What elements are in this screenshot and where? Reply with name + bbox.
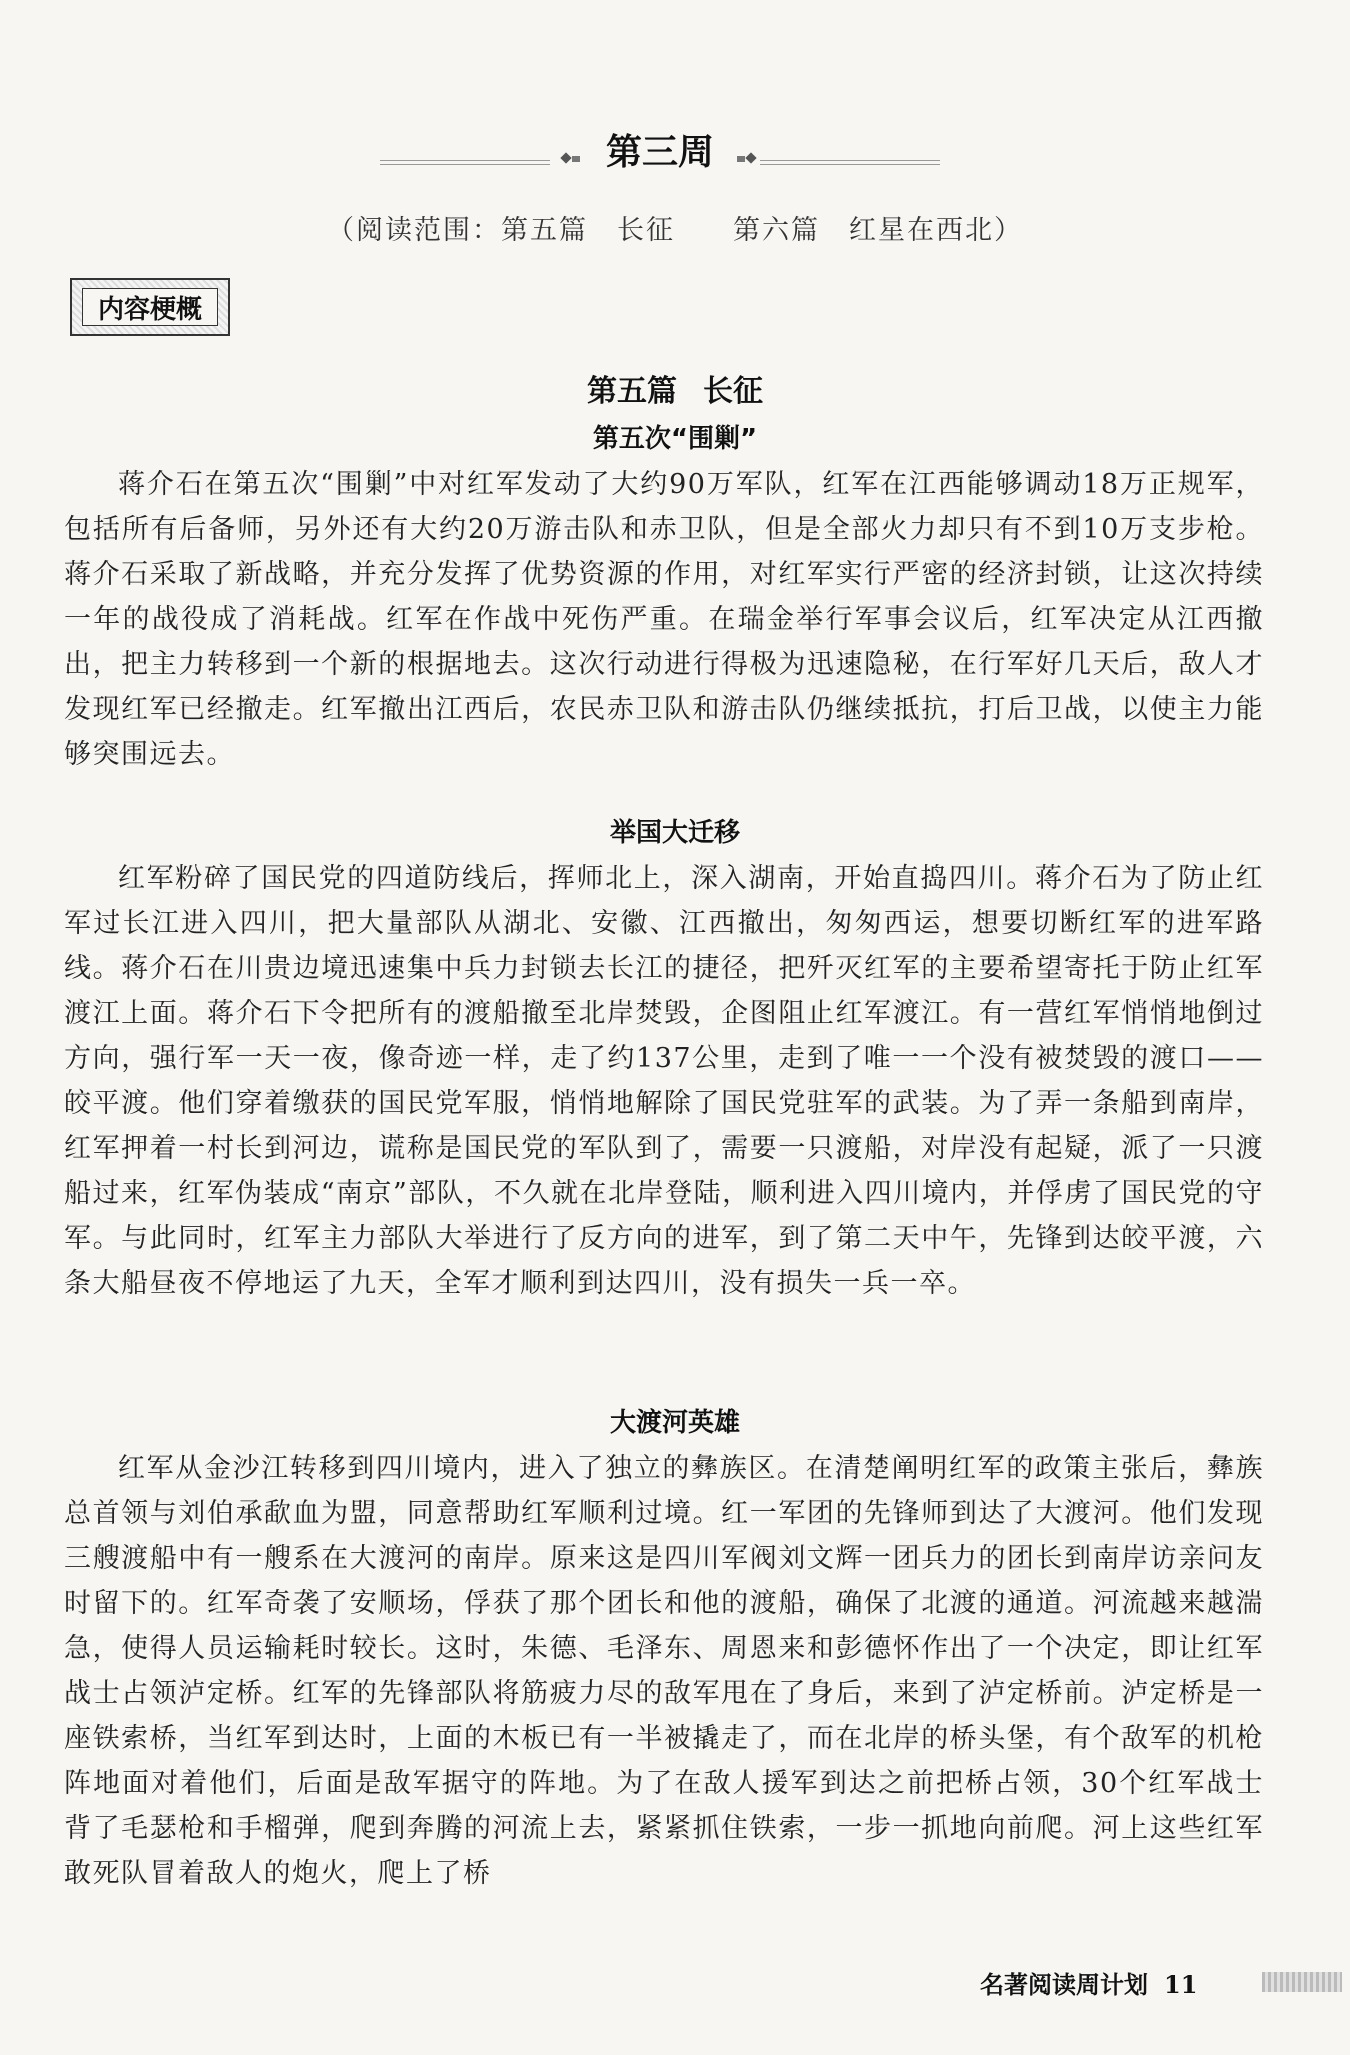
footer-decoration [1262,1972,1342,1992]
section-title: 举国大迁移 [609,818,740,848]
section-badge-label: 内容梗概 [82,288,218,326]
page-footer [980,1965,1197,2001]
section-title: 大渡河英雄 [609,1408,740,1438]
section-badge [70,278,230,336]
diamond-ornament-icon [735,150,757,168]
divider [760,160,940,161]
book-title: 名著阅读周计划 [980,1971,1148,1999]
chapter-number: 第五篇 [587,374,677,409]
section-paragraph: 红军粉碎了国民党的四道防线后，挥师北上，深入湖南，开始直捣四川。蒋介石为了防止红军过长江进入四川，把大量部队从湖北、安徽、江西撤出，匆匆西运，想要切断红军的进军路线。蒋介石在川贵边境迅速集中兵力封锁去长江的捷径，把歼灭红军的主要希望寄托于防止红军渡江上面。蒋介石下令把所有的渡船撤至北岸焚毁，企图阻止红军渡江。有一营红军悄悄地倒过方向，强行军一天一夜，像奇迹一样，走了约137公里，走到了唯一一个没有被焚毁的渡口——皎平渡。他们穿着缴获的国民党军服，悄悄地解除了国民党驻军的武装。为了弄一条船到南岸，红军押着一村长到河边，谎称是国民党的军队到了，需要一只渡船，对岸没有起疑，派了一只渡船过来，红军伪装成“南京”部队，不久就在北岸登陆，顺利进入四川境内，并俘虏了国民党的守军。与此同时，红军主力部队大举进行了反方向的进军，到了第二天中午，先锋到达皎平渡，六条大船昼夜不停地运了九天，全军才顺利到达四川，没有损失一兵一卒。 [64,863,1264,1299]
divider [380,160,550,161]
section-paragraph: 红军从金沙江转移到四川境内，进入了独立的彝族区。在清楚阐明红军的政策主张后，彝族总首领与刘伯承歃血为盟，同意帮助红军顺利过境。红一军团的先锋师到达了大渡河。他们发现三艘渡船中有一艘系在大渡河的南岸。原来这是四川军阀刘文辉一团兵力的团长到南岸访亲问友时留下的。红军奇袭了安顺场，俘获了那个团长和他的渡船，确保了北渡的通道。河流越来越湍急，使得人员运输耗时较长。这时，朱德、毛泽东、周恩来和彭德怀作出了一个决定，即让红军战士占领泸定桥。红军的先锋部队将筋疲力尽的敌军甩在了身后，来到了泸定桥前。泸定桥是一座铁索桥，当红军到达时，上面的木板已有一半被撬走了，而在北岸的桥头堡，有个敌军的机枪阵地面对着他们，后面是敌军据守的阵地。为了在敌人援军到达之前把桥占领，30个红军战士背了毛瑟枪和手榴弹，爬到奔腾的河流上去，紧紧抓住铁索，一步一抓地向前爬。河上这些红军敢死队冒着敌人的炮火，爬上了桥 [64,1453,1264,1889]
page-number: 11 [1164,1970,1198,1999]
week-title: 第三周 [605,132,714,173]
section-title: 第五次“围剿” [592,424,758,454]
divider [760,164,940,165]
week-header [380,120,940,180]
reading-range: （阅读范围：第五篇 长征 第六篇 红星在西北） [327,215,1023,246]
section-paragraph: 蒋介石在第五次“围剿”中对红军发动了大约90万军队，红军在江西能够调动18万正规军，包括所有后备师，另外还有大约20万游击队和赤卫队，但是全部火力却只有不到10万支步枪。蒋介石采取了新战略，并充分发挥了优势资源的作用，对红军实行严密的经济封锁，让这次持续一年的战役成了消耗战。红军在作战中死伤严重。在瑞金举行军事会议后，红军决定从江西撤出，把主力转移到一个新的根据地去。这次行动进行得极为迅速隐秘，在行军好几天后，敌人才发现红军已经撤走。红军撤出江西后，农民赤卫队和游击队仍继续抵抗，打后卫战，以使主力能够突围远去。 [64,469,1264,770]
chapter-title [0,366,1350,410]
diamond-ornament-icon [560,150,582,168]
divider [380,164,550,165]
chapter-name: 长征 [703,374,763,409]
